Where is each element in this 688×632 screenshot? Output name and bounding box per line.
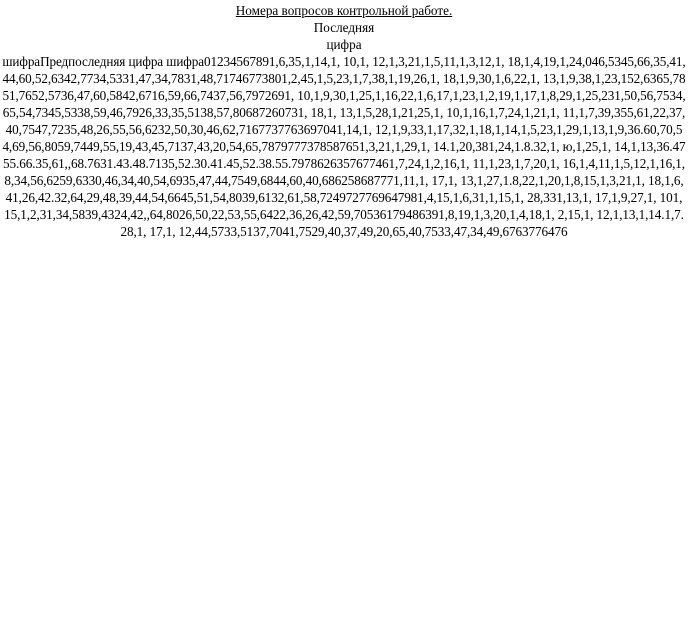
- question-numbers-text: шифраПредпоследняя цифра шифра01234567891,6,35,1,14,1, 10,1, 12,1,3,21,1,5,11,1,3,12,1, 18,1,4,19,1,24,046,5345,66,35,41,44,60,52,6342,7734,5331,47,34,7831,48,71746773801,2,45,1,5,23,1,7,38,1,19,26,1, 18,1,9,30,1,6,22,1, 13,1,9,38,1,23,152,6365,7851,7652,5736,47,60,5842,6716,59,66,7437,56,7972691, 10,1,9,30,1,25,1,16,22,1,6,17,1,23,1,2,19,1,17,1,8,29,1,25,231,50,56,7534,65,54,7345,5338,59,46,7926,33,35,5138,57,80687260731, 18,1, 13,1,5,28,1,21,25,1, 10,1,16,1,7,24,1,21,1, 11,1,7,39,355,61,22,37,40,7547,7235,48,26,55,56,6232,50,30,46,62,7167737763697041,14,1, 12,1,9,33,1,17,32,1,18,1,14,1,5,23,1,29,1,13,1,9,36.60,70,54,69,56,8059,7449,55,19,43,45,7137,43,20,54,65,7879777378587651,3,21,1,29,1, 14.1,20,381,24,1.8.32,1, ю,1,25,1, 14,1,13,36.4755.66.35,61,,68.7631.43.48.7135,52.30.41.45,52.38.55.7978626357677461,7,24,1,2,16,1, 11,1,23,1,7,20,1, 16,1,4,11,1,5,12,1,16,1,8,34,56,6259,6330,46,34,40,54,6935,47,44,7549,6844,60,40,686258687771,11,1, 17,1, 13,1,27,1.8,22,1,20,1,8,15,1,3,21,1, 18,1,6,41,26,42.32,64,29,48,39,44,54,6645,51,54,8039,6132,61,58,7249727769647981,4,15,1,6,31,1,15,1, 28,331,13,1, 17,1,9,27,1, 101, 15,1,2,31,34,5839,4324,42,,64,8026,50,22,53,55,6422,36,26,42,59,70536179486391,8,19,1,3,20,1,4,18,1, 2,15,1, 12,1,13,1,14.1,7.28,1, 17,1, 12,44,5733,5137,7041,7529,40,37,49,20,65,40,7533,47,34,49,6763776476: [2, 54, 686, 239]
- header-last-digit-line-2: цифра: [326, 37, 362, 52]
- document-page: [2, 0, 686, 240]
- document-title: Номера вопросов контрольной работе.: [235, 3, 453, 18]
- header-last-digit-line-1: Последняя: [313, 20, 375, 35]
